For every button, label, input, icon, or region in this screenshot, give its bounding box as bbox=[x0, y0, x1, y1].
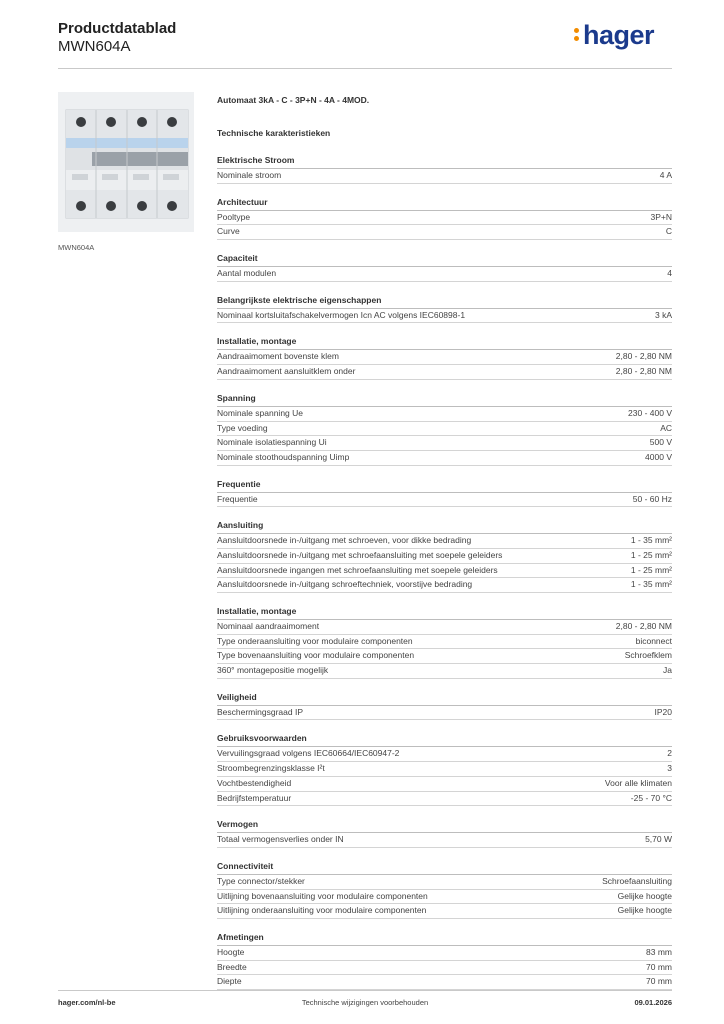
spec-label: Uitlijning bovenaansluiting voor modulaire componenten bbox=[217, 890, 428, 901]
spec-row bbox=[217, 169, 672, 184]
footer-website-link[interactable]: hager.com/nl-be bbox=[58, 998, 116, 1007]
spec-label: Nominale stoothoudspanning Uimp bbox=[217, 451, 350, 462]
spec-section bbox=[217, 253, 672, 282]
spec-row bbox=[217, 649, 672, 664]
section-title: Architectuur bbox=[217, 197, 672, 211]
spec-section bbox=[217, 295, 672, 324]
spec-row bbox=[217, 792, 672, 807]
page-header bbox=[58, 20, 672, 56]
spec-label: Aansluitdoorsnede in-/uitgang schroeftechniek, voorstijve bedrading bbox=[217, 579, 473, 590]
logo-text: hager bbox=[582, 20, 654, 50]
spec-row bbox=[217, 436, 672, 451]
spec-row bbox=[217, 875, 672, 890]
document-title: Productdatablad bbox=[58, 20, 177, 37]
spec-value: Schroefklem bbox=[624, 650, 672, 661]
spec-label: Aandraaimoment bovenste klem bbox=[217, 351, 339, 362]
spec-value: Gelijke hoogte bbox=[617, 890, 672, 901]
spec-row bbox=[217, 706, 672, 721]
spec-value: 3P+N bbox=[650, 211, 672, 222]
spec-label: Nominaal kortsluitafschakelvermogen Icn AC volgens IEC60898-1 bbox=[217, 309, 466, 320]
product-image bbox=[58, 92, 194, 232]
spec-value: 50 - 60 Hz bbox=[632, 493, 672, 504]
spec-label: Vochtbestendigheid bbox=[217, 777, 292, 788]
spec-label: Diepte bbox=[217, 976, 242, 987]
image-caption: MWN604A bbox=[58, 243, 95, 252]
spec-label: 360° montagepositie mogelijk bbox=[217, 665, 329, 676]
spec-value: AC bbox=[660, 422, 672, 433]
spec-value: 70 mm bbox=[646, 976, 672, 987]
spec-label: Nominale isolatiespanning Ui bbox=[217, 437, 327, 448]
spec-label: Aansluitdoorsnede in-/uitgang met schroeven, voor dikke bedrading bbox=[217, 535, 472, 546]
spec-value: 500 V bbox=[649, 437, 672, 448]
header-divider bbox=[58, 68, 672, 69]
spec-value: 4000 V bbox=[645, 451, 672, 462]
spec-value: 70 mm bbox=[646, 961, 672, 972]
spec-section bbox=[217, 692, 672, 721]
section-title: Connectiviteit bbox=[217, 861, 672, 875]
spec-label: Nominale stroom bbox=[217, 170, 282, 180]
spec-label: Type voeding bbox=[217, 422, 268, 433]
spec-row bbox=[217, 762, 672, 777]
spec-label: Type bovenaansluiting voor modulaire componenten bbox=[217, 650, 415, 661]
spec-section bbox=[217, 861, 672, 919]
spec-row bbox=[217, 225, 672, 240]
spec-value: Ja bbox=[663, 665, 672, 676]
spec-section bbox=[217, 479, 672, 508]
spec-label: Aandraaimoment aansluitklem onder bbox=[217, 366, 356, 377]
spec-row bbox=[217, 747, 672, 762]
section-title: Frequentie bbox=[217, 479, 672, 493]
section-title: Capaciteit bbox=[217, 253, 672, 267]
spec-label: Aansluitdoorsnede in-/uitgang met schroefaansluiting met soepele geleiders bbox=[217, 549, 503, 560]
spec-row bbox=[217, 833, 672, 848]
spec-value: 1 - 25 mm² bbox=[630, 549, 672, 560]
spec-section bbox=[217, 336, 672, 379]
spec-label: Hoogte bbox=[217, 946, 245, 957]
spec-label: Curve bbox=[217, 226, 240, 237]
spec-row bbox=[217, 635, 672, 650]
section-title: Veiligheid bbox=[217, 692, 672, 706]
spec-row bbox=[217, 777, 672, 792]
spec-value: 3 bbox=[667, 763, 672, 774]
spec-label: Uitlijning onderaansluiting voor modulaire componenten bbox=[217, 905, 427, 916]
spec-row bbox=[217, 664, 672, 679]
spec-value: 3 kA bbox=[654, 309, 672, 320]
spec-value: 230 - 400 V bbox=[628, 407, 672, 418]
spec-section bbox=[217, 520, 672, 593]
spec-value: 2,80 - 2,80 NM bbox=[615, 366, 672, 377]
spec-row bbox=[217, 534, 672, 549]
spec-value: 2,80 - 2,80 NM bbox=[615, 351, 672, 362]
technical-characteristics-title: Technische karakteristieken bbox=[217, 128, 331, 138]
spec-row bbox=[217, 890, 672, 905]
section-title: Afmetingen bbox=[217, 932, 672, 946]
spec-section bbox=[217, 819, 672, 848]
spec-value: -25 - 70 °C bbox=[630, 792, 672, 803]
spec-row bbox=[217, 946, 672, 961]
spec-row bbox=[217, 451, 672, 466]
spec-content bbox=[217, 94, 672, 990]
section-title: Aansluiting bbox=[217, 520, 672, 534]
spec-section bbox=[217, 393, 672, 466]
spec-value: 1 - 35 mm² bbox=[630, 535, 672, 546]
spec-row bbox=[217, 975, 672, 990]
spec-label: Frequentie bbox=[217, 493, 258, 504]
spec-label: Nominale spanning Ue bbox=[217, 407, 303, 418]
spec-value: Voor alle klimaten bbox=[604, 777, 672, 788]
footer-disclaimer: Technische wijzigingen voorbehouden bbox=[301, 998, 429, 1007]
spec-section bbox=[217, 197, 672, 240]
section-title: Installatie, montage bbox=[217, 606, 672, 620]
spec-value: 4 bbox=[667, 268, 672, 279]
spec-row bbox=[217, 493, 672, 508]
spec-label: Vervuilingsgraad volgens IEC60664/IEC60947-2 bbox=[217, 748, 400, 759]
spec-row bbox=[217, 961, 672, 976]
spec-row bbox=[217, 267, 672, 282]
logo-dots-icon bbox=[574, 25, 580, 44]
section-title: Elektrische Stroom bbox=[217, 155, 672, 169]
spec-section bbox=[217, 932, 672, 990]
spec-row bbox=[217, 620, 672, 635]
spec-value: 1 - 35 mm² bbox=[630, 579, 672, 590]
spec-sections bbox=[217, 155, 672, 990]
spec-section bbox=[217, 606, 672, 679]
spec-label: Bedrijfstemperatuur bbox=[217, 792, 292, 803]
spec-row bbox=[217, 422, 672, 437]
spec-label: Aantal modulen bbox=[217, 268, 277, 279]
document-subtitle: MWN604A bbox=[58, 38, 131, 55]
spec-row bbox=[217, 904, 672, 919]
spec-value: 2 bbox=[667, 748, 672, 759]
spec-label: Nominaal aandraaimoment bbox=[217, 621, 320, 631]
spec-section bbox=[217, 733, 672, 806]
spec-row bbox=[217, 578, 672, 593]
spec-value: Gelijke hoogte bbox=[617, 905, 672, 916]
spec-row bbox=[217, 309, 672, 324]
spec-row bbox=[217, 407, 672, 422]
spec-value: Schroefaansluiting bbox=[602, 875, 672, 886]
spec-label: Aansluitdoorsnede ingangen met schroefaansluiting met soepele geleiders bbox=[217, 564, 498, 575]
footer-date: 09.01.2026 bbox=[634, 998, 672, 1007]
spec-label: Breedte bbox=[217, 961, 247, 972]
section-title: Vermogen bbox=[217, 819, 672, 833]
spec-value: biconnect bbox=[635, 635, 672, 646]
spec-value: 1 - 25 mm² bbox=[630, 564, 672, 575]
section-title: Spanning bbox=[217, 393, 672, 407]
section-title: Installatie, montage bbox=[217, 336, 672, 350]
circuit-breaker-image bbox=[58, 92, 194, 232]
spec-row bbox=[217, 549, 672, 564]
spec-value: 4 A bbox=[659, 170, 672, 180]
hager-logo[interactable] bbox=[574, 20, 654, 50]
footer-divider bbox=[58, 990, 672, 991]
spec-row bbox=[217, 365, 672, 380]
spec-value: IP20 bbox=[654, 706, 672, 717]
spec-label: Type connector/stekker bbox=[217, 875, 305, 886]
section-title: Belangrijkste elektrische eigenschappen bbox=[217, 295, 672, 309]
spec-label: Totaal vermogensverlies onder IN bbox=[217, 834, 344, 845]
spec-row bbox=[217, 564, 672, 579]
spec-value: 83 mm bbox=[646, 946, 672, 957]
product-description: Automaat 3kA - C - 3P+N - 4A - 4MOD. bbox=[217, 95, 370, 105]
spec-label: Stroombegrenzingsklasse I²t bbox=[217, 763, 325, 774]
spec-value: 5,70 W bbox=[645, 834, 672, 845]
spec-label: Type onderaansluiting voor modulaire componenten bbox=[217, 635, 413, 646]
spec-row bbox=[217, 350, 672, 365]
section-title: Gebruiksvoorwaarden bbox=[217, 733, 672, 747]
spec-label: Pooltype bbox=[217, 211, 251, 222]
spec-row bbox=[217, 211, 672, 226]
spec-label: Beschermingsgraad IP bbox=[217, 706, 303, 717]
spec-value: 2,80 - 2,80 NM bbox=[615, 621, 672, 631]
spec-section bbox=[217, 155, 672, 184]
spec-value: C bbox=[665, 226, 672, 237]
